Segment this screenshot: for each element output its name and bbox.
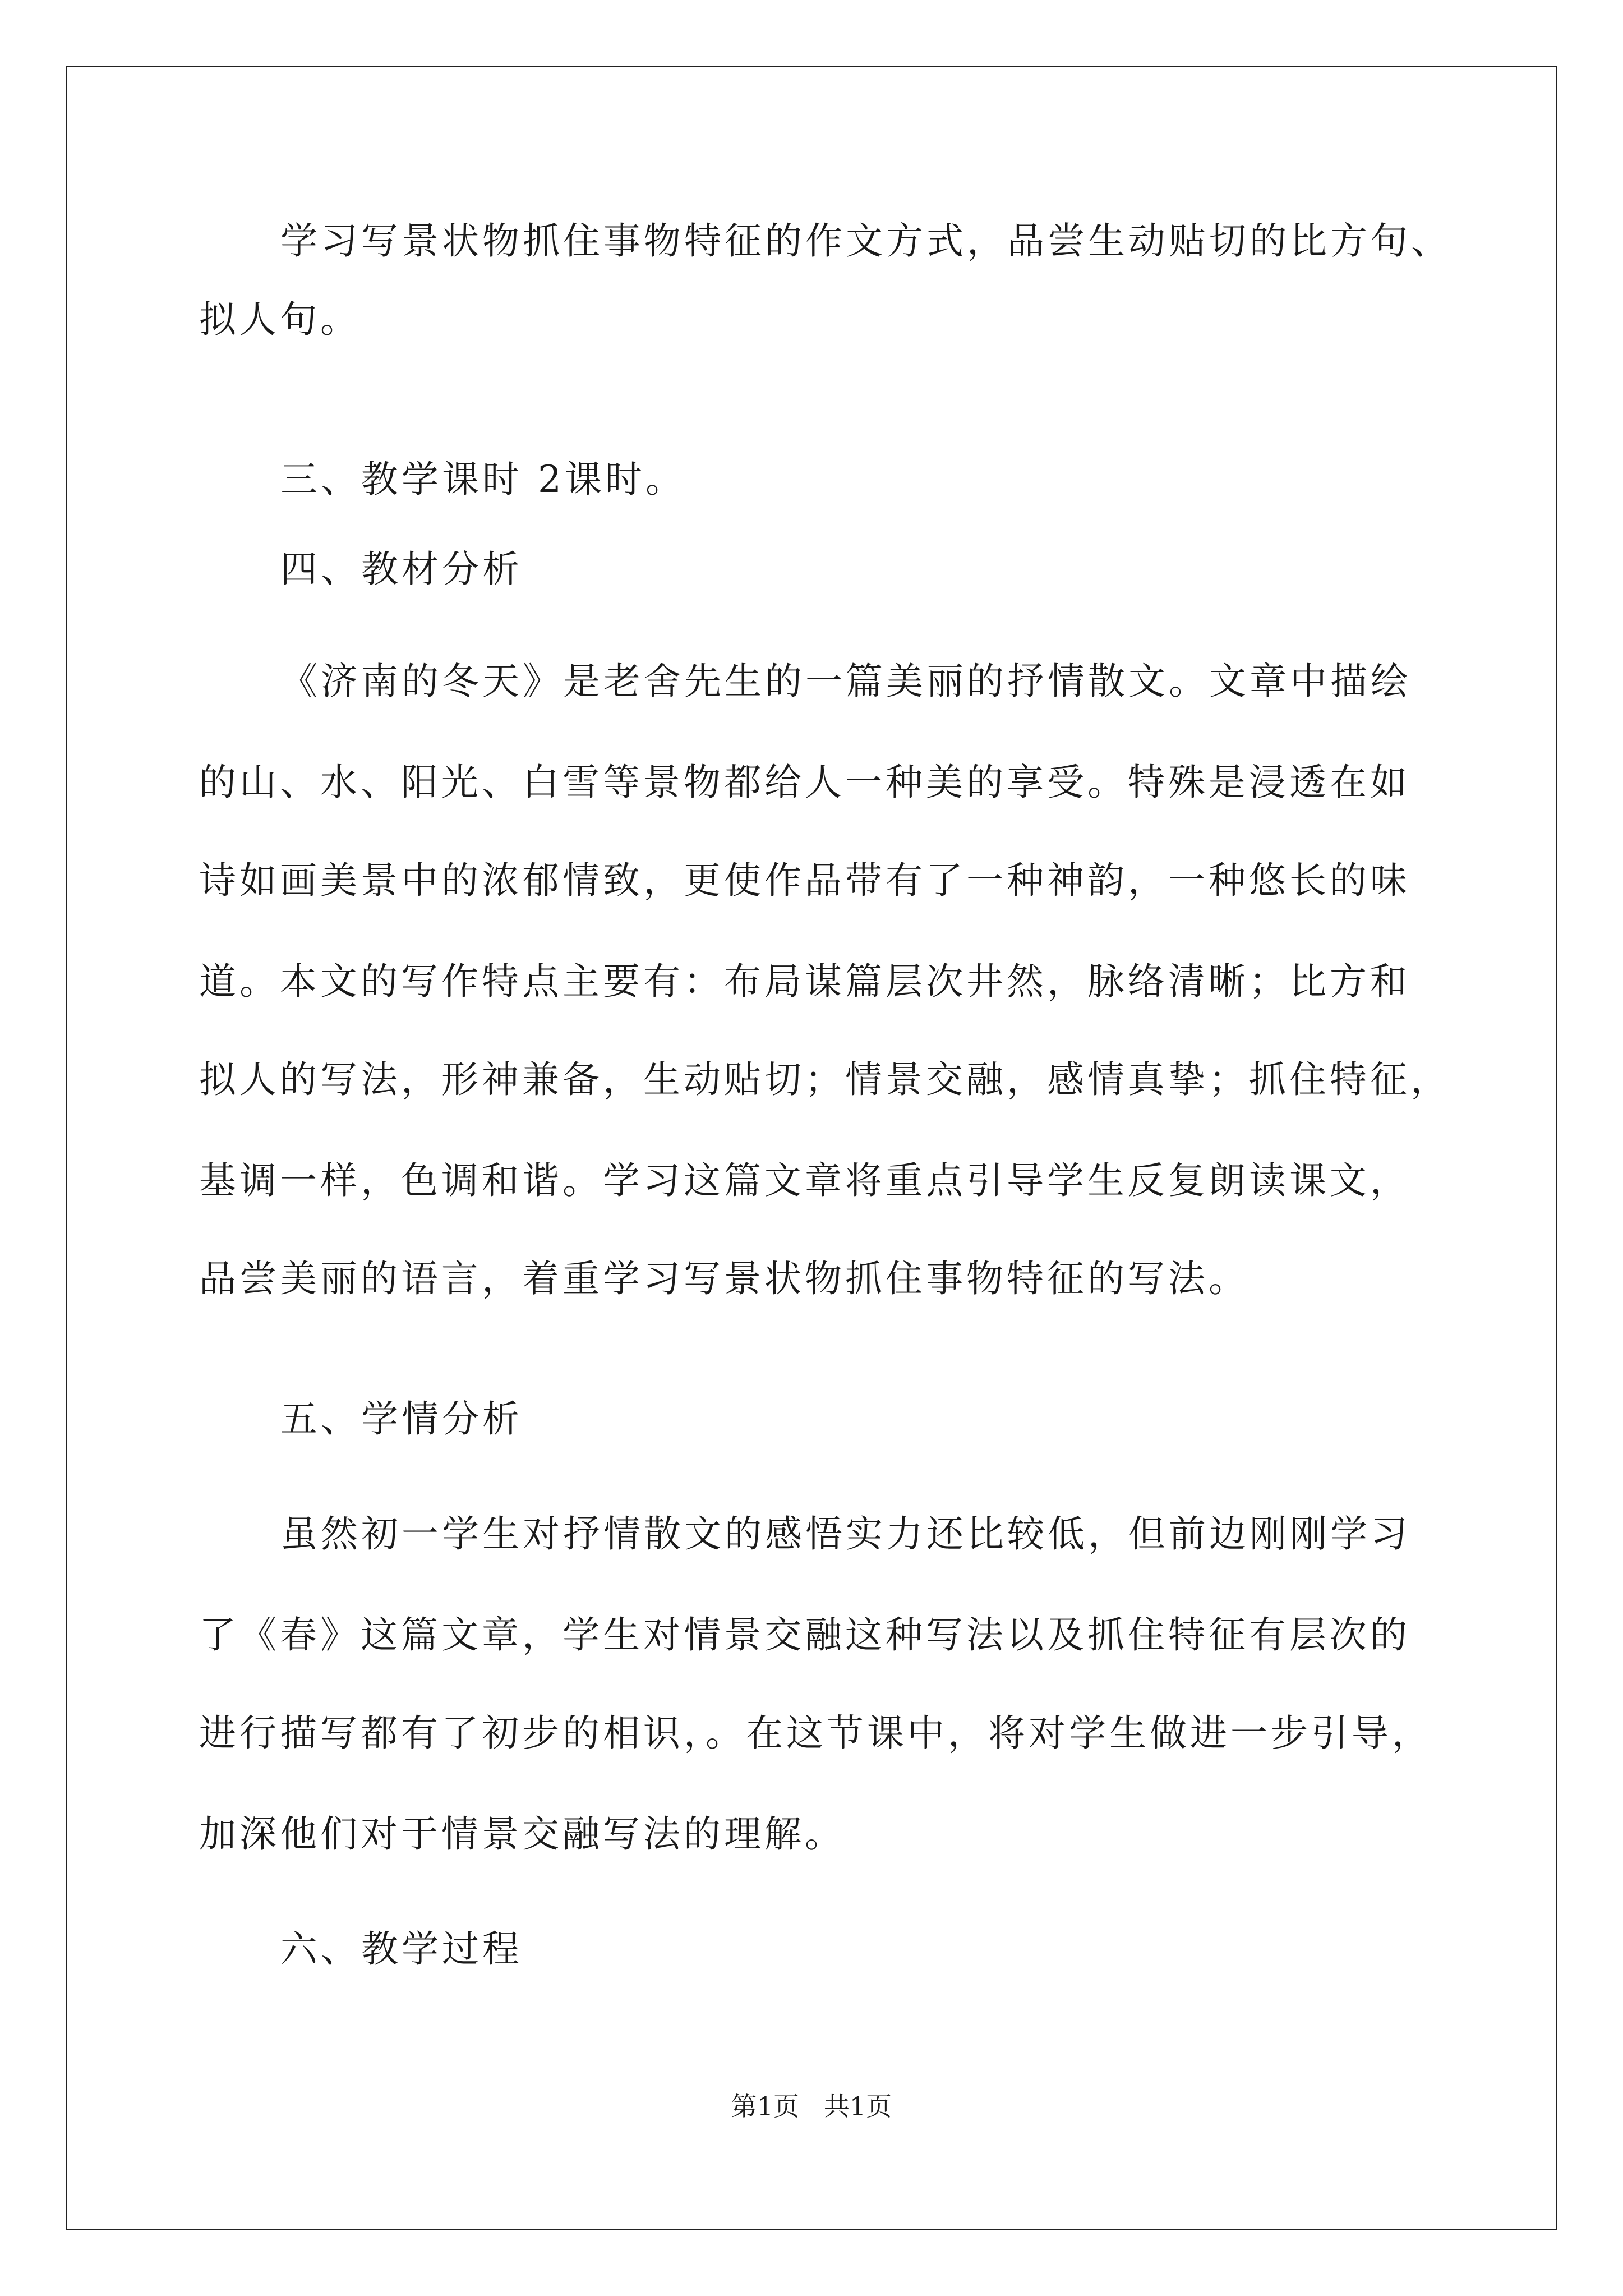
page-border — [66, 66, 1557, 2230]
paragraph-line: 品尝美丽的语言，着重学习写景状物抓住事物特征的写法。 — [199, 1257, 1249, 1300]
paragraph-line: 基调一样，色调和谐。学习这篇文章将重点引导学生反复朗读课文， — [199, 1159, 1410, 1202]
paragraph-line: 的山、水、阳光、白雪等景物都给人一种美的享受。特殊是浸透在如 — [199, 761, 1410, 804]
section-heading: 三、教学课时 2课时。 — [280, 458, 686, 501]
paragraph-line: 了《春》这篇文章，学生对情景交融这种写法以及抓住特征有层次的 — [199, 1613, 1410, 1657]
section-heading: 六、教学过程 — [280, 1927, 523, 1971]
section-heading: 四、教材分析 — [280, 547, 523, 591]
paragraph-line: 虽然初一学生对抒情散文的感悟实力还比较低，但前边刚刚学习 — [280, 1512, 1411, 1556]
paragraph-line: 《济南的冬天》是老舍先生的一篇美丽的抒情散文。文章中描绘 — [280, 660, 1411, 703]
paragraph-line: 道。本文的写作特点主要有：布局谋篇层次井然，脉络清晰；比方和 — [199, 960, 1410, 1003]
page-number-footer: 第1页 共1页 — [731, 2091, 892, 2122]
paragraph-line: 学习写景状物抓住事物特征的作文方式，品尝生动贴切的比方句、 — [280, 219, 1451, 263]
paragraph-line: 拟人句。 — [199, 298, 361, 341]
section-heading: 五、学情分析 — [280, 1397, 523, 1441]
paragraph-line: 拟人的写法，形神兼备，生动贴切；情景交融，感情真挚；抓住特征， — [199, 1058, 1451, 1101]
paragraph-line: 进行描写都有了初步的相识，。在这节课中，将对学生做进一步引导， — [199, 1711, 1432, 1755]
paragraph-line: 诗如画美景中的浓郁情致，更使作品带有了一种神韵，一种悠长的味 — [199, 859, 1410, 902]
paragraph-line: 加深他们对于情景交融写法的理解。 — [199, 1812, 845, 1856]
